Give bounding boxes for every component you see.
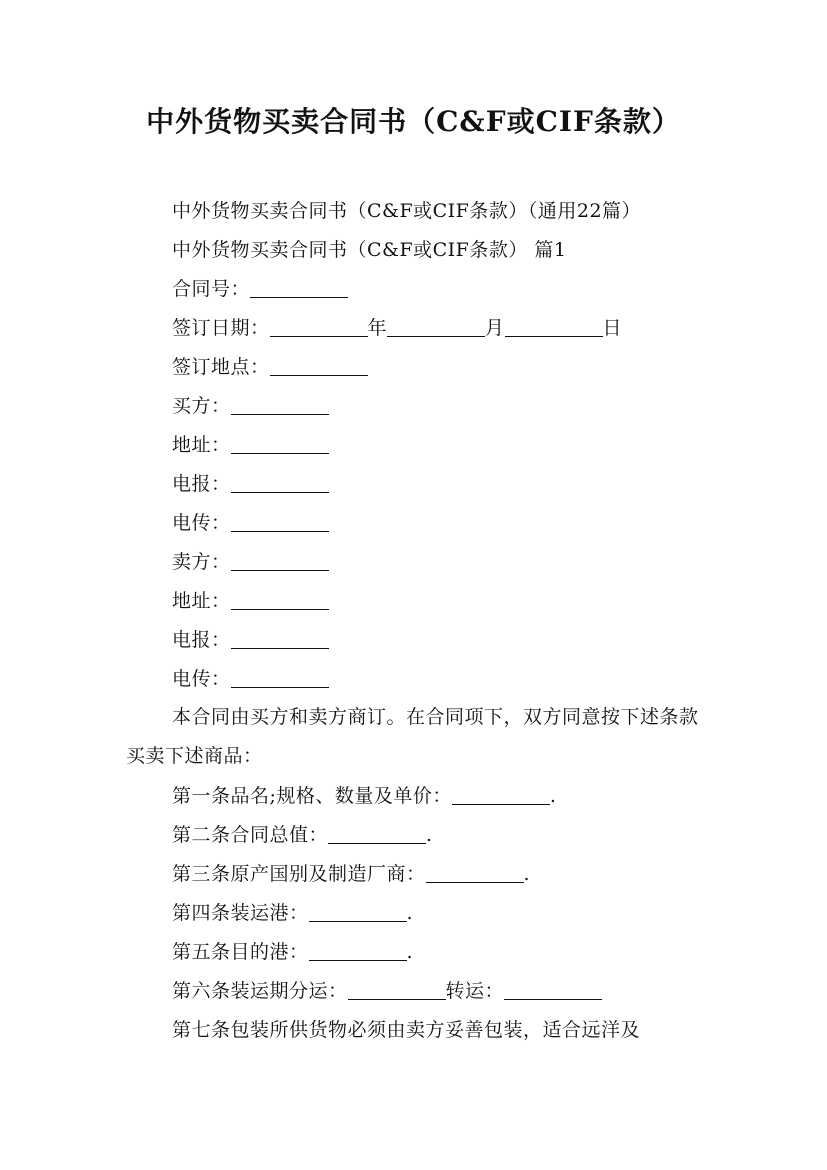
seller-fax-blank [231, 667, 329, 688]
seller-blank [231, 550, 329, 571]
article-header-text: 中外货物买卖合同书（C&F或CIF条款） 篇1 [172, 239, 567, 261]
clause-4-row [172, 900, 413, 926]
seller-address-blank [231, 589, 329, 610]
clause-6-transship-label: 转运： [445, 980, 505, 1002]
seller-telegram-row [172, 627, 329, 653]
buyer-row [172, 393, 329, 419]
buyer-fax-row [172, 510, 329, 536]
buyer-address-label: 地址： [172, 434, 231, 456]
buyer-blank [231, 394, 329, 415]
clause-6-transship-blank [504, 979, 602, 1000]
clause-4-period: . [406, 902, 414, 924]
clause-1-label: 第一条品名;规格、数量及单价： [172, 785, 452, 807]
clause-2-label: 第二条合同总值： [172, 824, 329, 846]
sign-month-blank [387, 316, 485, 337]
clause-6-row [172, 978, 602, 1004]
clause-1-period: . [549, 785, 557, 807]
sign-date-row [172, 315, 622, 341]
day-label: 日 [602, 317, 623, 339]
sign-day-blank [505, 316, 603, 337]
year-label: 年 [367, 317, 388, 339]
sign-year-blank [270, 316, 368, 337]
seller-address-label: 地址： [172, 590, 231, 612]
clause-2-blank [328, 823, 426, 844]
clause-3-blank [426, 862, 524, 883]
clause-3-label: 第三条原产国别及制造厂商： [172, 863, 426, 885]
page-title: 中外货物买卖合同书（C&F或CIF条款） [146, 105, 681, 138]
clause-6-label: 第六条装运期分运： [172, 980, 348, 1002]
buyer-telegram-label: 电报： [172, 473, 231, 495]
contract-number-blank [250, 277, 348, 298]
sign-place-row [172, 354, 368, 380]
buyer-address-blank [231, 433, 329, 454]
seller-fax-row [172, 666, 329, 692]
clause-4-blank [309, 901, 407, 922]
clause-4-label: 第四条装运港： [172, 902, 309, 924]
clause-7-text: 第七条包装所供货物必须由卖方妥善包装，适合远洋及 [172, 1019, 641, 1041]
buyer-label: 买方： [172, 395, 231, 417]
month-label: 月 [485, 317, 505, 339]
agreement-paragraph: 本合同由买方和卖方商订。在合同项下，双方同意按下述条款买卖下述商品： [126, 706, 699, 767]
clause-5-blank [309, 940, 407, 961]
clause-6-partial-shipment-blank [348, 979, 446, 1000]
sign-place-label: 签订地点： [172, 356, 270, 378]
clause-2-row [172, 822, 433, 848]
buyer-telegram-row [172, 471, 329, 497]
buyer-address-row [172, 432, 329, 458]
clause-7-row [172, 1017, 640, 1043]
buyer-fax-label: 电传： [172, 512, 231, 534]
clause-5-row [172, 939, 413, 965]
seller-telegram-blank [231, 628, 329, 649]
clause-3-period: . [523, 863, 531, 885]
seller-fax-label: 电传： [172, 668, 231, 690]
seller-label: 卖方： [172, 551, 231, 573]
clause-1-blank [452, 784, 550, 805]
seller-address-row [172, 588, 329, 614]
document-intro [172, 198, 641, 224]
clause-2-period: . [426, 824, 433, 846]
intro-text: 中外货物买卖合同书（C&F或CIF条款）（通用22篇） [172, 200, 642, 222]
contract-number-row [172, 276, 348, 302]
article-header [172, 237, 567, 263]
buyer-fax-blank [231, 511, 329, 532]
clause-5-period: . [406, 941, 414, 963]
clause-3-row [172, 861, 530, 887]
sign-date-label: 签订日期： [172, 317, 270, 339]
clause-5-label: 第五条目的港： [172, 941, 309, 963]
clause-1-row [172, 783, 556, 809]
buyer-telegram-blank [231, 472, 329, 493]
contract-number-label: 合同号： [172, 278, 251, 300]
seller-telegram-label: 电报： [172, 629, 231, 651]
seller-row [172, 549, 329, 575]
sign-place-blank [270, 355, 368, 376]
